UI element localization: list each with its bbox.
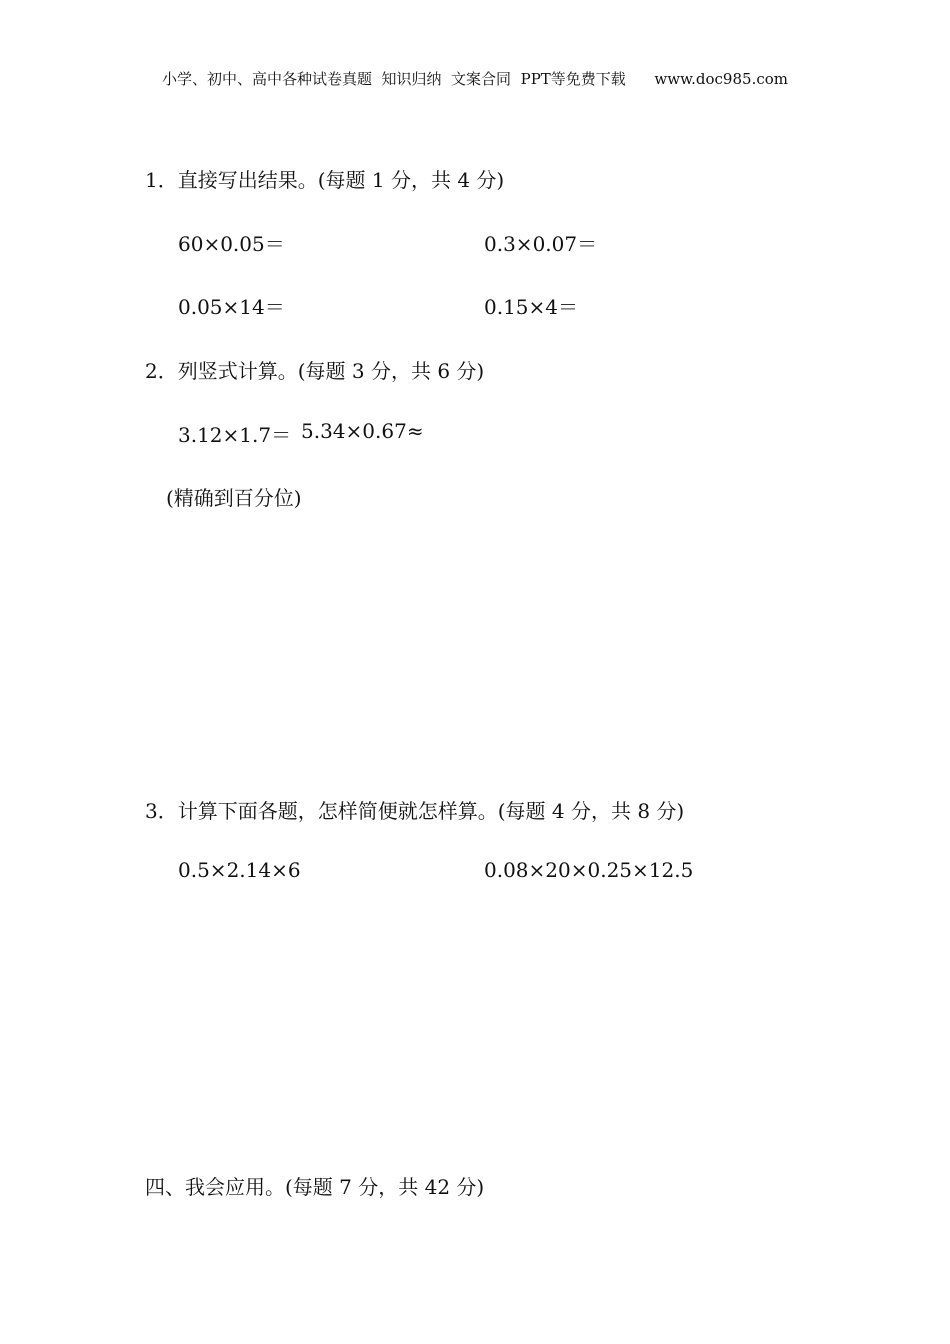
question-1-title: 1．直接写出结果。(每题 1 分，共 4 分) — [145, 168, 505, 192]
q2-expression-1: 3.12×1.7＝ — [178, 423, 292, 447]
q2-rounding-note: (精确到百分位) — [166, 486, 302, 510]
question-3-title: 3．计算下面各题，怎样简便就怎样算。(每题 4 分，共 8 分) — [145, 799, 685, 823]
q1-expression-4: 0.15×4＝ — [484, 295, 579, 319]
page-header: 小学、初中、高中各种试卷真题 知识归纳 文案合同 PPT等免费下载 www.doc985.com — [161, 70, 788, 88]
question-2-title: 2．列竖式计算。(每题 3 分，共 6 分) — [145, 359, 485, 383]
q2-expression-2: 5.34×0.67≈ — [301, 419, 424, 443]
q3-expression-1: 0.5×2.14×6 — [178, 858, 301, 882]
q1-expression-2: 0.3×0.07＝ — [484, 232, 598, 256]
q3-expression-2: 0.08×20×0.25×12.5 — [484, 858, 694, 882]
q1-expression-1: 60×0.05＝ — [178, 232, 285, 256]
section-4-title: 四、我会应用。(每题 7 分，共 42 分) — [145, 1175, 485, 1199]
q1-expression-3: 0.05×14＝ — [178, 295, 285, 319]
